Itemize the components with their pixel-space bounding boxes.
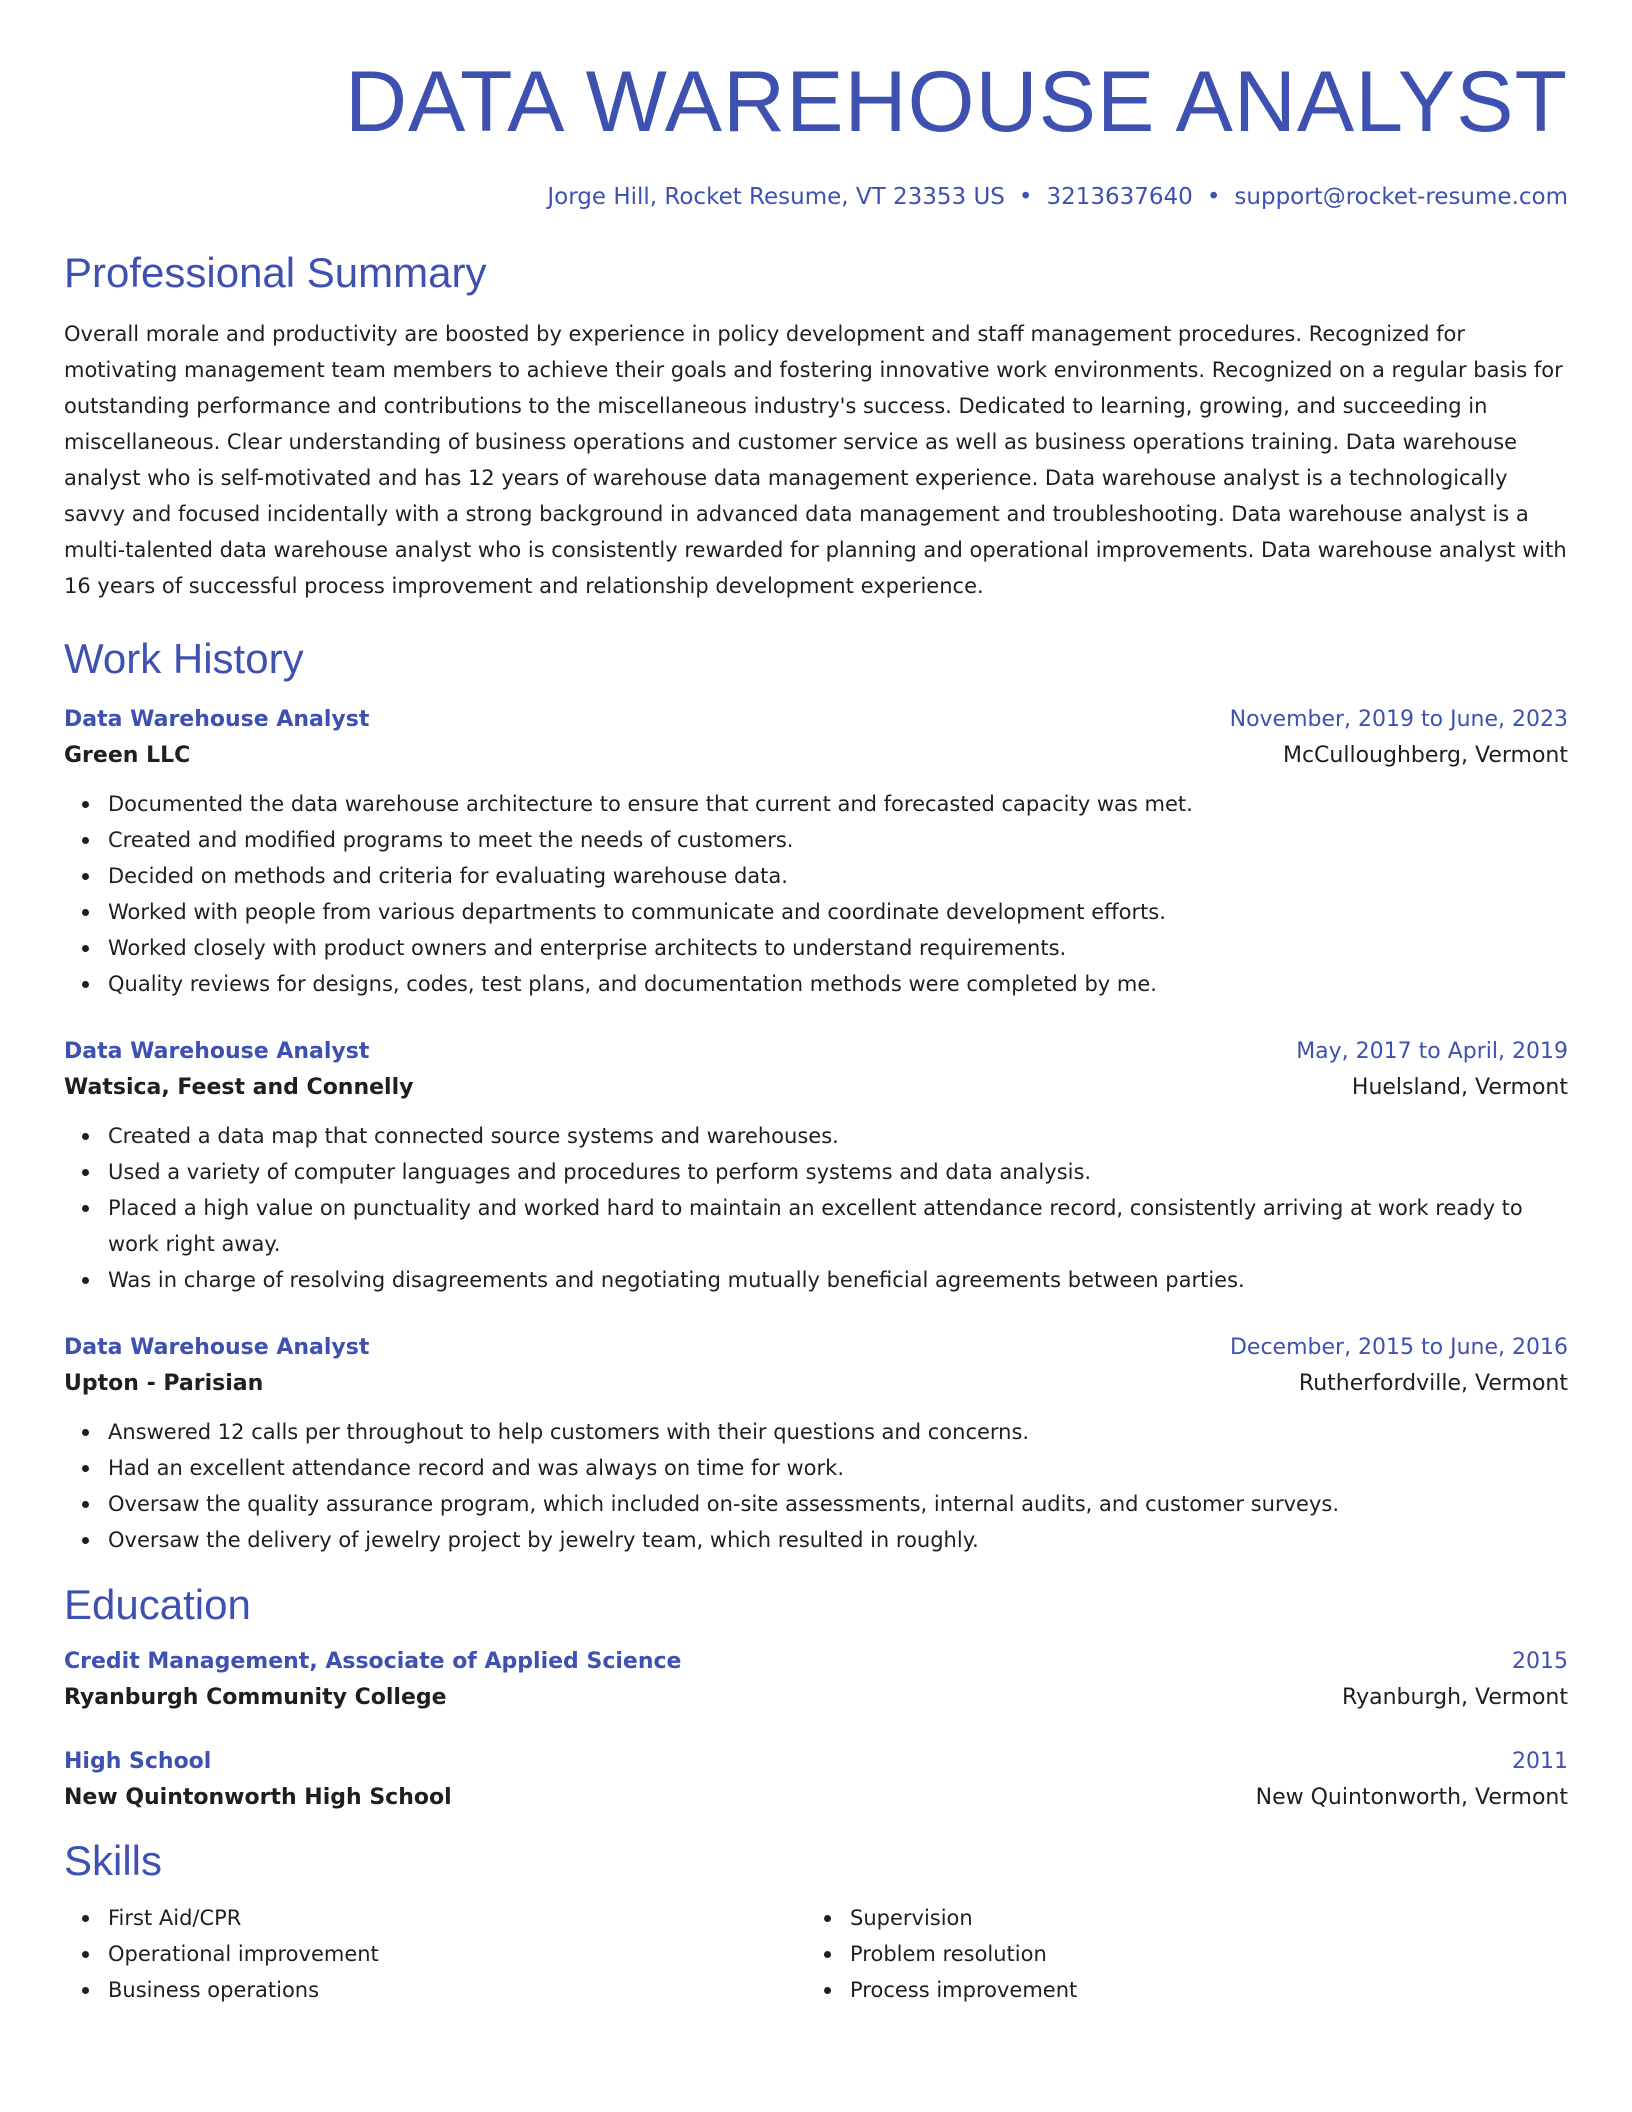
contact-separator: • bbox=[1018, 184, 1033, 210]
job-title: Data Warehouse Analyst bbox=[64, 707, 370, 732]
education-year: 2011 bbox=[1512, 1749, 1568, 1774]
education-school: Ryanburgh Community College bbox=[64, 1685, 447, 1710]
job-bullets bbox=[64, 786, 1568, 1002]
job-entry bbox=[64, 702, 1568, 1002]
job-location: Huelsland, Vermont bbox=[1351, 1075, 1568, 1100]
skill-item: Supervision bbox=[850, 1900, 1548, 1936]
job-title: Data Warehouse Analyst bbox=[64, 1335, 370, 1360]
education-location: Ryanburgh, Vermont bbox=[1342, 1685, 1568, 1710]
job-bullet: Oversaw the delivery of jewelry project by jewelry team, which resulted in roughly. bbox=[108, 1522, 1568, 1558]
skill-item: Business operations bbox=[108, 1972, 806, 2008]
job-header-row bbox=[64, 1034, 1568, 1070]
education-location: New Quintonworth, Vermont bbox=[1255, 1785, 1568, 1810]
summary-text: Overall morale and productivity are boosted by experience in policy development and staff management procedures. Recognized for motivating management team members to achieve their goals and fostering innovative work environments. Recognized on a regular basis for outstanding performance and contributions to the miscellaneous industry's success. Dedicated to learning, growing, and succeeding in miscellaneous. Clear understanding of business operations and customer service as well as business operations training. Data warehouse analyst who is self-motivated and has 12 years of warehouse data management experience. Data warehouse analyst is a technologically savvy and focused incidentally with a strong background in advanced data management and troubleshooting. Data warehouse analyst is a multi-talented data warehouse analyst who is consistently rewarded for planning and operational improvements. Data warehouse analyst with 16 years of successful process improvement and relationship development experience. bbox=[64, 322, 1567, 598]
job-bullets bbox=[64, 1118, 1568, 1298]
education-entry bbox=[64, 1644, 1568, 1716]
education-header-row bbox=[64, 1744, 1568, 1780]
job-employer: Watsica, Feest and Connelly bbox=[64, 1075, 414, 1100]
job-dates: May, 2017 to April, 2019 bbox=[1296, 1039, 1568, 1064]
contact-phone: 3213637640 bbox=[1046, 184, 1193, 210]
skill-item: Operational improvement bbox=[108, 1936, 806, 1972]
contact-separator: • bbox=[1206, 184, 1221, 210]
job-header-row bbox=[64, 1330, 1568, 1366]
skill-item: First Aid/CPR bbox=[108, 1900, 806, 1936]
education-entry bbox=[64, 1744, 1568, 1816]
job-title: Data Warehouse Analyst bbox=[64, 1039, 370, 1064]
skill-item: Process improvement bbox=[850, 1972, 1548, 2008]
contact-email: support@rocket-resume.com bbox=[1234, 184, 1568, 210]
job-bullet: Created a data map that connected source systems and warehouses. bbox=[108, 1118, 1568, 1154]
job-bullet: Had an excellent attendance record and was always on time for work. bbox=[108, 1450, 1568, 1486]
job-location: McCulloughberg, Vermont bbox=[1282, 743, 1568, 768]
education-school-row bbox=[64, 1680, 1568, 1716]
job-bullet: Decided on methods and criteria for evaluating warehouse data. bbox=[108, 858, 1568, 894]
job-bullets bbox=[64, 1414, 1568, 1558]
job-bullet: Worked with people from various departments to communicate and coordinate development efforts. bbox=[108, 894, 1568, 930]
job-bullet: Used a variety of computer languages and procedures to perform systems and data analysis. bbox=[108, 1154, 1568, 1190]
resume-name: DATA WAREHOUSE ANALYST bbox=[344, 54, 1568, 150]
job-bullet: Answered 12 calls per throughout to help customers with their questions and concerns. bbox=[108, 1414, 1568, 1450]
education-school: New Quintonworth High School bbox=[64, 1785, 452, 1810]
job-employer: Green LLC bbox=[64, 743, 191, 768]
job-bullet: Created and modified programs to meet the needs of customers. bbox=[108, 822, 1568, 858]
job-dates: December, 2015 to June, 2016 bbox=[1229, 1335, 1568, 1360]
contact-address: Jorge Hill, Rocket Resume, VT 23353 US bbox=[547, 184, 1005, 210]
section-title-work-history: Work History bbox=[64, 635, 304, 682]
job-location: Rutherfordville, Vermont bbox=[1298, 1371, 1568, 1396]
skills-list-left bbox=[64, 1900, 806, 2008]
job-bullet: Worked closely with product owners and enterprise architects to understand requirements. bbox=[108, 930, 1568, 966]
job-entry bbox=[64, 1330, 1568, 1558]
contact-line bbox=[64, 182, 1568, 212]
job-entry bbox=[64, 1034, 1568, 1298]
job-header-row bbox=[64, 702, 1568, 738]
job-bullet: Documented the data warehouse architecture to ensure that current and forecasted capacity was met. bbox=[108, 786, 1568, 822]
job-employer-row bbox=[64, 1366, 1568, 1402]
job-employer-row bbox=[64, 1070, 1568, 1106]
skills-list-right bbox=[806, 1900, 1548, 2008]
education-school-row bbox=[64, 1780, 1568, 1816]
education-year: 2015 bbox=[1512, 1649, 1568, 1674]
job-employer: Upton - Parisian bbox=[64, 1371, 264, 1396]
skills-columns bbox=[64, 1900, 1568, 2008]
job-bullet: Was in charge of resolving disagreements and negotiating mutually beneficial agreements between parties. bbox=[108, 1262, 1568, 1298]
education-header-row bbox=[64, 1644, 1568, 1680]
education-degree: Credit Management, Associate of Applied Science bbox=[64, 1649, 682, 1674]
section-title-education: Education bbox=[64, 1581, 251, 1628]
job-dates: November, 2019 to June, 2023 bbox=[1229, 707, 1568, 732]
section-title-skills: Skills bbox=[64, 1837, 163, 1884]
job-bullet: Placed a high value on punctuality and worked hard to maintain an excellent attendance record, consistently arriving at work ready to work right away. bbox=[108, 1190, 1568, 1262]
job-employer-row bbox=[64, 738, 1568, 774]
section-title-summary: Professional Summary bbox=[64, 249, 487, 296]
skill-item: Problem resolution bbox=[850, 1936, 1548, 1972]
resume-page bbox=[64, 52, 1568, 2008]
job-bullet: Oversaw the quality assurance program, which included on-site assessments, internal audits, and customer surveys. bbox=[108, 1486, 1568, 1522]
job-bullet: Quality reviews for designs, codes, test plans, and documentation methods were completed by me. bbox=[108, 966, 1568, 1002]
education-degree: High School bbox=[64, 1749, 212, 1774]
